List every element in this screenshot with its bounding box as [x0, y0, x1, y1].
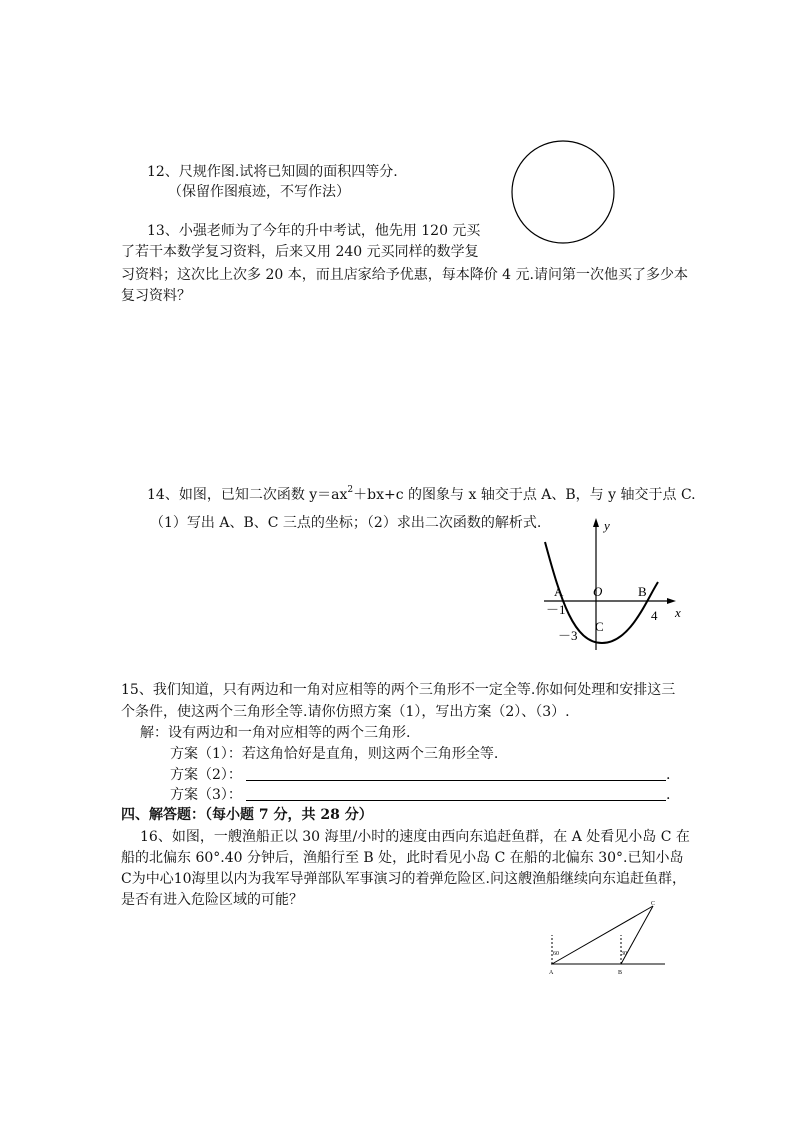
label-b: B — [618, 970, 623, 976]
point-c-label: C — [595, 619, 604, 634]
q15-plan-2-blank[interactable] — [246, 780, 666, 781]
neg-three-label: －3 — [558, 628, 578, 643]
q14-line-1-post: ＋bx+c 的图象与 x 轴交于点 A、B，与 y 轴交于点 C. — [353, 487, 696, 503]
q14-line-2: （1）写出 A、B、C 三点的坐标；（2）求出二次函数的解析式. — [150, 515, 542, 531]
q12-line-2: （保留作图痕迹，不写作法） — [168, 184, 350, 200]
q13-line-2: 了若干本数学复习资料，后来又用 240 元买同样的数学复 — [121, 244, 479, 260]
q15-plan-3-blank[interactable] — [246, 800, 666, 801]
q15-plan-3-end: . — [666, 787, 671, 803]
q15-plan-2: 方案（2）： — [170, 767, 242, 783]
given-circle — [512, 141, 614, 243]
label-c: C — [651, 901, 656, 907]
q14-exponent: 2 — [347, 485, 354, 495]
q16-line-2: 船的北偏东 60°.40 分钟后，渔船行至 B 处，此时看见小岛 C 在船的北偏东 30°.已知小岛 — [121, 850, 684, 866]
q12-line-1: 12、尺规作图.试将已知圆的面积四等分. — [147, 164, 398, 180]
q16-line-4: 是否有进入危险区域的可能？ — [121, 892, 303, 908]
y-axis-label: y — [604, 518, 610, 533]
point-a-label: A — [554, 584, 564, 599]
circle-figure — [508, 139, 618, 249]
y-axis-arrow — [593, 518, 599, 527]
four-label: 4 — [651, 608, 658, 623]
q13-line-3: 习资料；这次比上次多 20 本，而且店家给予优惠，每本降价 4 元.请问第一次他买了多少本 — [121, 267, 688, 283]
label-a: A — [549, 970, 554, 976]
origin-label: O — [593, 584, 603, 599]
q13-line-1: 13、小强老师为了今年的升中考试，他先用 120 元买 — [147, 223, 481, 239]
neg-one-label: －1 — [546, 602, 566, 617]
x-axis-arrow — [667, 598, 676, 604]
line-ac — [552, 906, 653, 964]
boat-figure — [545, 897, 670, 977]
q15-plan-2-end: . — [666, 767, 671, 783]
angle-a-label: 60 — [553, 951, 559, 957]
q14-line-1-pre: 14、如图，已知二次函数 y＝ax — [147, 487, 348, 503]
q13-line-4: 复习资料？ — [121, 288, 191, 304]
q15-line-2: 个条件，使这两个三角形全等.请你仿照方案（1），写出方案（2）、（3）. — [121, 704, 570, 720]
q14-line-1 — [147, 486, 696, 504]
q15-plan-1: 方案（1）：若这角恰好是直角，则这两个三角形全等. — [170, 746, 499, 762]
parabola-graph — [536, 516, 688, 654]
q16-line-3: C为中心10海里以内为我军导弹部队军事演习的着弹危险区.问这艘渔船继续向东追赶鱼群， — [121, 871, 686, 887]
q15-line-3: 解：设有两边和一角对应相等的两个三角形. — [140, 725, 411, 741]
x-axis-label: x — [675, 605, 681, 620]
section-4-title: 四、解答题：（每小题 7 分，共 28 分） — [121, 807, 373, 823]
q15-line-1: 15、我们知道，只有两边和一角对应相等的两个三角形不一定全等.你如何处理和安排这三 — [121, 682, 676, 698]
angle-b-label: 30 — [621, 951, 627, 957]
q15-plan-3: 方案（3）： — [170, 787, 242, 803]
point-b-label: B — [638, 584, 647, 599]
q16-line-1: 16、如图，一艘渔船正以 30 海里/小时的速度由西向东追赶鱼群，在 A 处看见小岛 C 在 — [140, 829, 690, 845]
